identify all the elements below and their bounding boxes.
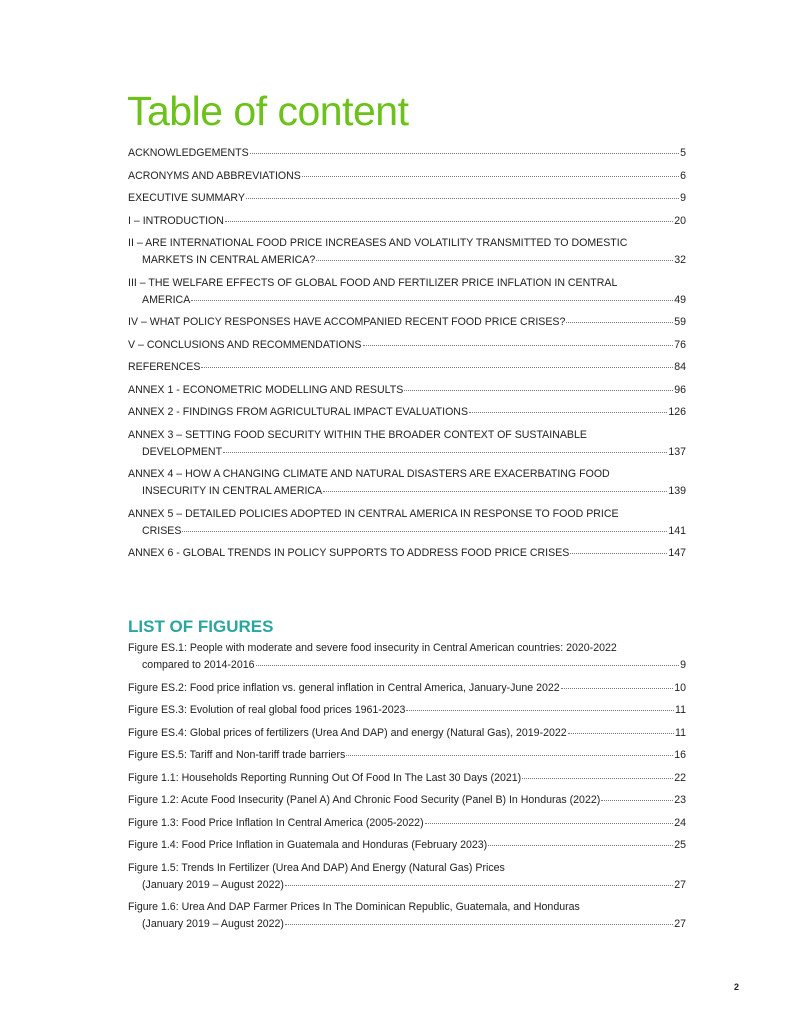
toc-entry-title: ANNEX 5 – DETAILED POLICIES ADOPTED IN CENTRAL AMERICA IN RESPONSE TO FOOD PRICE xyxy=(128,507,619,520)
figure-entry-title: Figure 1.3: Food Price Inflation In Central America (2005-2022) xyxy=(128,816,424,829)
toc-entry-page-number: 9 xyxy=(680,192,686,204)
toc-entry-title: MARKETS IN CENTRAL AMERICA? xyxy=(142,254,316,266)
figure-entry-title: compared to 2014-2016 xyxy=(142,659,255,671)
figure-entry-title: Figure ES.2: Food price inflation vs. general inflation in Central America, January-June 2022 xyxy=(128,681,560,694)
dot-leader xyxy=(285,885,673,886)
toc-entry[interactable] xyxy=(128,275,686,309)
toc-entry-title: INSECURITY IN CENTRAL AMERICA xyxy=(142,485,323,497)
figure-entry-title: Figure ES.1: People with moderate and severe food insecurity in Central American countries: 2020-2022 xyxy=(128,642,617,654)
dot-leader xyxy=(285,924,673,925)
toc-entry-page-number: 84 xyxy=(674,361,686,373)
figure-entry-page-number: 22 xyxy=(674,771,686,784)
figure-entry-title: Figure 1.2: Acute Food Insecurity (Panel A) And Chronic Food Security (Panel B) In Honduras (2022) xyxy=(128,794,601,806)
toc-entry-title: III – THE WELFARE EFFECTS OF GLOBAL FOOD AND FERTILIZER PRICE INFLATION IN CENTRAL xyxy=(128,276,618,289)
toc-entry[interactable] xyxy=(128,314,686,331)
toc-entry[interactable] xyxy=(128,235,686,269)
figure-entry-page-number: 11 xyxy=(675,726,686,739)
figure-entry-page-number: 9 xyxy=(680,659,686,671)
dot-leader xyxy=(406,710,674,711)
figure-entry-page-number: 16 xyxy=(674,749,686,761)
toc-entry[interactable] xyxy=(128,404,686,421)
toc-entry-title: I – INTRODUCTION xyxy=(128,214,224,227)
figure-entry[interactable] xyxy=(128,860,686,894)
toc-entry[interactable] xyxy=(128,506,686,540)
figure-entry-title: (January 2019 – August 2022) xyxy=(142,918,284,930)
figure-entry-title: Figure ES.4: Global prices of fertilizers (Urea And DAP) and energy (Natural Gas), 2019-2022 xyxy=(128,726,567,739)
toc-entry-page-number: 76 xyxy=(674,338,686,351)
toc-entry-title: ACKNOWLEDGEMENTS xyxy=(128,147,249,159)
figure-entry-page-number: 10 xyxy=(674,681,686,694)
toc-entry-title: EXECUTIVE SUMMARY xyxy=(128,192,245,204)
toc-entry-page-number: 96 xyxy=(674,383,686,396)
figure-entry-title: Figure ES.5: Tariff and Non-tariff trade barriers xyxy=(128,749,346,761)
toc-entry-title: II – ARE INTERNATIONAL FOOD PRICE INCREASES AND VOLATILITY TRANSMITTED TO DOMESTIC xyxy=(128,237,628,249)
figure-entry-title: (January 2019 – August 2022) xyxy=(142,878,284,891)
toc-entry[interactable] xyxy=(128,466,686,500)
dot-leader xyxy=(568,733,674,734)
toc-entry-page-number: 126 xyxy=(668,406,686,418)
toc-entry-page-number: 20 xyxy=(674,214,686,227)
figure-entry-page-number: 27 xyxy=(674,918,686,930)
list-of-figures-heading: LIST OF FIGURES xyxy=(128,617,274,636)
toc-entry-page-number: 5 xyxy=(680,147,686,159)
figure-entry[interactable] xyxy=(128,747,686,764)
dot-leader xyxy=(469,412,667,413)
dot-leader xyxy=(323,491,667,492)
toc-entry-page-number: 6 xyxy=(680,169,686,182)
figure-entry-page-number: 27 xyxy=(674,878,686,891)
toc-entry[interactable] xyxy=(128,545,686,562)
page-title: Table of content xyxy=(127,88,409,134)
toc-entry[interactable] xyxy=(128,427,686,461)
dot-leader xyxy=(488,845,673,846)
figure-entry-page-number: 23 xyxy=(674,794,686,806)
dot-leader xyxy=(182,531,667,532)
page-number: 2 xyxy=(734,982,740,992)
toc-entry-title: ANNEX 2 - FINDINGS FROM AGRICULTURAL IMPACT EVALUATIONS xyxy=(128,406,469,418)
dot-leader xyxy=(566,322,673,323)
toc-entry-page-number: 139 xyxy=(668,485,686,497)
toc-entry[interactable] xyxy=(128,213,686,230)
toc-entry-title: ANNEX 3 – SETTING FOOD SECURITY WITHIN THE BROADER CONTEXT OF SUSTAINABLE xyxy=(128,428,587,441)
dot-leader xyxy=(346,755,673,756)
dot-leader xyxy=(302,176,679,177)
toc-entry-title: CRISES xyxy=(142,524,182,537)
dot-leader xyxy=(246,198,679,199)
figure-entry-page-number: 25 xyxy=(674,839,686,851)
figure-entry-page-number: 11 xyxy=(675,704,686,716)
dot-leader xyxy=(191,300,673,301)
toc-entry-page-number: 137 xyxy=(668,445,686,458)
toc-entry-title: DEVELOPMENT xyxy=(142,445,223,458)
toc-entry[interactable] xyxy=(128,359,686,376)
dot-leader xyxy=(250,153,679,154)
figure-entry[interactable] xyxy=(128,815,686,832)
dot-leader xyxy=(201,367,673,368)
figure-entry[interactable] xyxy=(128,725,686,742)
toc-entry-title: AMERICA xyxy=(142,293,191,306)
toc-entry[interactable] xyxy=(128,168,686,185)
toc-entry[interactable] xyxy=(128,337,686,354)
figure-entry[interactable] xyxy=(128,837,686,854)
figure-entry-title: Figure 1.1: Households Reporting Running Out Of Food In The Last 30 Days (2021) xyxy=(128,771,522,784)
figure-entry[interactable] xyxy=(128,640,686,674)
toc-entry-title: V – CONCLUSIONS AND RECOMMENDATIONS xyxy=(128,338,362,351)
dot-leader xyxy=(223,452,667,453)
toc-entry-page-number: 141 xyxy=(668,524,686,537)
dot-leader xyxy=(316,260,673,261)
dot-leader xyxy=(425,823,674,824)
dot-leader xyxy=(601,800,673,801)
toc-entry-title: ANNEX 4 – HOW A CHANGING CLIMATE AND NATURAL DISASTERS ARE EXACERBATING FOOD xyxy=(128,468,610,480)
figure-entry[interactable] xyxy=(128,702,686,719)
table-of-contents xyxy=(128,145,686,568)
toc-entry-title: ANNEX 1 - ECONOMETRIC MODELLING AND RESULTS xyxy=(128,383,404,396)
figure-entry-page-number: 24 xyxy=(674,816,686,829)
dot-leader xyxy=(570,553,667,554)
toc-entry-page-number: 32 xyxy=(674,254,686,266)
dot-leader xyxy=(404,390,673,391)
figure-entry[interactable] xyxy=(128,792,686,809)
toc-entry-page-number: 59 xyxy=(674,316,686,328)
dot-leader xyxy=(256,665,680,666)
toc-entry-title: ACRONYMS AND ABBREVIATIONS xyxy=(128,169,301,182)
toc-entry-title: REFERENCES xyxy=(128,361,201,373)
figure-entry-title: Figure 1.6: Urea And DAP Farmer Prices In The Dominican Republic, Guatemala, and Honduras xyxy=(128,901,580,913)
figure-entry[interactable] xyxy=(128,680,686,697)
toc-entry-page-number: 49 xyxy=(674,293,686,306)
dot-leader xyxy=(522,778,673,779)
dot-leader xyxy=(225,221,673,222)
figure-entry-title: Figure 1.4: Food Price Inflation in Guatemala and Honduras (February 2023) xyxy=(128,839,488,851)
toc-entry-title: ANNEX 6 - GLOBAL TRENDS IN POLICY SUPPORTS TO ADDRESS FOOD PRICE CRISES xyxy=(128,547,570,559)
dot-leader xyxy=(561,688,674,689)
toc-entry[interactable] xyxy=(128,145,686,162)
figure-entry[interactable] xyxy=(128,770,686,787)
dot-leader xyxy=(363,345,674,346)
toc-entry[interactable] xyxy=(128,190,686,207)
figure-entry-title: Figure 1.5: Trends In Fertilizer (Urea And DAP) And Energy (Natural Gas) Prices xyxy=(128,861,505,874)
figure-entry-title: Figure ES.3: Evolution of real global food prices 1961-2023 xyxy=(128,704,406,716)
figure-entry[interactable] xyxy=(128,899,686,933)
toc-entry-title: IV – WHAT POLICY RESPONSES HAVE ACCOMPANIED RECENT FOOD PRICE CRISES? xyxy=(128,316,566,328)
toc-entry-page-number: 147 xyxy=(668,547,686,559)
toc-entry[interactable] xyxy=(128,382,686,399)
list-of-figures xyxy=(128,640,686,939)
